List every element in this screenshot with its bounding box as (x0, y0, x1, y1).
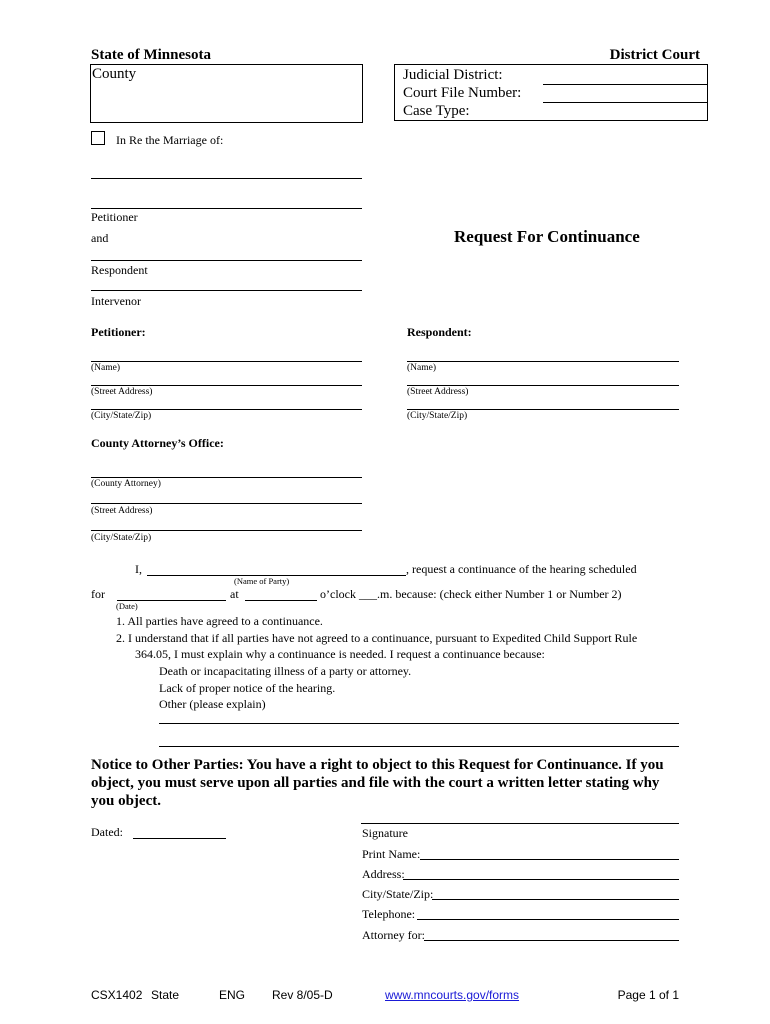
petitioner-street-field[interactable] (91, 385, 362, 386)
respondent-name-caption: (Name) (407, 363, 437, 373)
respondent-street-caption: (Street Address) (407, 387, 469, 397)
petitioner-city-caption: (City/State/Zip) (91, 411, 152, 421)
county-attorney-field[interactable] (91, 477, 362, 478)
explanation-line-2[interactable] (159, 746, 679, 747)
party-name-line-1[interactable] (91, 178, 362, 179)
respondent-city-caption: (City/State/Zip) (407, 411, 468, 421)
respondent-city-field[interactable] (407, 409, 679, 410)
dated-label: Dated: (91, 825, 123, 839)
for-label: for (91, 587, 105, 601)
footer-form-id: CSX1402 (91, 988, 143, 1002)
respondent-street-field[interactable] (407, 385, 679, 386)
signature-label: Signature (362, 826, 408, 840)
county-attorney-heading: County Attorney’s Office: (91, 436, 224, 450)
hearing-time-field[interactable] (245, 600, 317, 601)
footer-lang: ENG (219, 988, 246, 1002)
telephone-field[interactable] (417, 919, 679, 920)
city-label: City/State/Zip: (362, 887, 434, 901)
notice-line-2: object, you must serve upon all parties and file with the court a written letter stating why (91, 775, 660, 791)
print-name-label: Print Name: (362, 847, 421, 861)
county-attorney-street-caption: (Street Address) (91, 506, 153, 516)
county-attorney-caption: (County Attorney) (91, 479, 161, 489)
dated-field[interactable] (133, 838, 226, 839)
signature-line[interactable] (361, 823, 679, 824)
notice-line-1: Notice to Other Parties: You have a right to object to this Request for Continuance. If you (91, 757, 664, 773)
county-label: County (92, 66, 137, 82)
petitioner-name-field[interactable] (91, 361, 362, 362)
court-title: District Court (609, 47, 700, 63)
print-name-field[interactable] (420, 859, 679, 860)
and-label: and (91, 231, 109, 245)
marriage-label: In Re the Marriage of: (116, 133, 224, 147)
petitioner-name-caption: (Name) (91, 363, 121, 373)
oclock-text: o’clock ___.m. because: (check either Number 1 or Number 2) (320, 587, 622, 601)
court-file-number-label: Court File Number: (403, 85, 522, 101)
county-box[interactable] (90, 64, 363, 123)
county-attorney-city-caption: (City/State/Zip) (91, 533, 152, 543)
party-name-line-2[interactable] (91, 208, 362, 209)
case-type-label: Case Type: (403, 103, 470, 119)
petitioner-city-field[interactable] (91, 409, 362, 410)
address-label: Address: (362, 867, 405, 881)
reason-item-2[interactable]: 2. I understand that if all parties have not agreed to a continuance, pursuant to Expedited Child Support Rule (116, 631, 638, 645)
document-title: Request For Continuance (454, 227, 640, 246)
respondent-label: Respondent (91, 263, 148, 277)
respondent-name-line[interactable] (91, 260, 362, 261)
reason-lack-of-notice[interactable]: Lack of proper notice of the hearing. (159, 681, 336, 695)
reason-death-illness[interactable]: Death or incapacitating illness of a party or attorney. (159, 664, 412, 678)
request-line1: , request a continuance of the hearing scheduled (406, 562, 637, 576)
footer-forms-link[interactable]: www.mncourts.gov/forms (385, 988, 520, 1002)
at-label: at (230, 587, 239, 601)
date-caption: (Date) (116, 601, 138, 611)
address-field[interactable] (403, 879, 679, 880)
petitioner-street-caption: (Street Address) (91, 387, 153, 397)
judicial-district-field[interactable] (543, 84, 708, 85)
county-attorney-street-field[interactable] (91, 503, 362, 504)
reason-item-1[interactable]: 1. All parties have agreed to a continuance. (116, 614, 323, 628)
city-field[interactable] (432, 899, 679, 900)
explanation-line-1[interactable] (159, 723, 679, 724)
footer-page-number: Page 1 of 1 (617, 988, 679, 1002)
footer-rev: Rev 8/05-D (272, 988, 333, 1002)
intervenor-name-line[interactable] (91, 290, 362, 291)
notice-line-3: you object. (91, 793, 161, 809)
court-file-number-field[interactable] (543, 102, 708, 103)
reason-other[interactable]: Other (please explain) (159, 697, 266, 711)
respondent-name-field[interactable] (407, 361, 679, 362)
petitioner-heading: Petitioner: (91, 325, 146, 339)
i-prefix: I, (135, 562, 142, 576)
respondent-heading: Respondent: (407, 325, 472, 339)
marriage-checkbox[interactable] (91, 131, 105, 145)
reason-item-2-continued: 364.05, I must explain why a continuance is needed. I request a continuance because: (135, 647, 545, 661)
county-attorney-city-field[interactable] (91, 530, 362, 531)
case-info-box (394, 64, 708, 121)
intervenor-label: Intervenor (91, 294, 141, 308)
attorney-for-label: Attorney for: (362, 928, 425, 942)
footer-state: State (151, 988, 180, 1002)
attorney-for-field[interactable] (424, 940, 679, 941)
name-of-party-caption: (Name of Party) (234, 576, 290, 586)
telephone-label: Telephone: (362, 907, 416, 921)
petitioner-label: Petitioner (91, 210, 138, 224)
state-title: State of Minnesota (91, 47, 211, 63)
judicial-district-label: Judicial District: (403, 67, 503, 83)
